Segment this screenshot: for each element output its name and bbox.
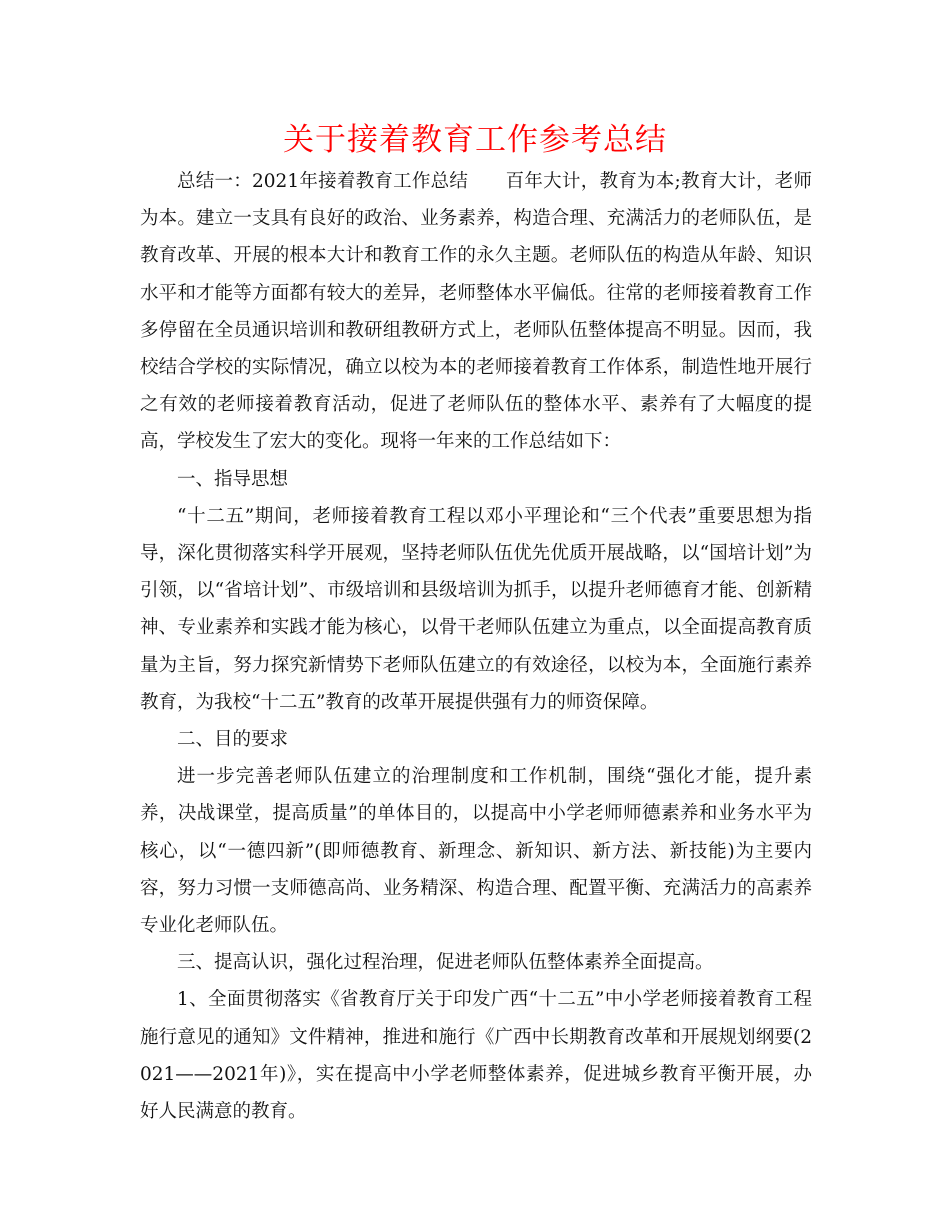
document-body <box>140 163 812 1130</box>
paragraph-intro: 总结一：2021年接着教育工作总结 百年大计，教育为本;教育大计，老师为本。建立一支具有良好的政治、业务素养，构造合理、充满活力的老师队伍，是教育改革、开展的根本大计和教育工作的永久主题。老师队伍的构造从年龄、知识水平和才能等方面都有较大的差异，老师整体水平偏低。往常的老师接着教育工作多停留在全员通识培训和教研组教研方式上，老师队伍整体提高不明显。因而，我校结合学校的实际情况，确立以校为本的老师接着教育工作体系，制造性地开展行之有效的老师接着教育活动，促进了老师队伍的整体水平、素养有了大幅度的提高，学校发生了宏大的变化。现将一年来的工作总结如下： <box>140 171 812 453</box>
document-title: 关于接着教育工作参考总结 <box>283 122 667 158</box>
section-heading-goals: 二、目的要求 <box>177 729 289 751</box>
paragraph-goals: 进一步完善老师队伍建立的治理制度和工作机制，围绕“强化才能，提升素养，决战课堂，提高质量”的单体目的，以提高中小学老师师德素养和业务水平为核心，以“一德四新”(即师德教育、新理念、新知识、新方法、新技能)为主要内容，努力习惯一支师德高尚、业务精深、构造合理、配置平衡、充满活力的高素养专业化老师队伍。 <box>140 766 812 937</box>
section-heading-awareness: 三、提高认识，强化过程治理，促进老师队伍整体素养全面提高。 <box>177 952 714 974</box>
section-heading-guiding-ideology: 一、指导思想 <box>177 468 289 490</box>
paragraph-item-1: 1、全面贯彻落实《省教育厅关于印发广西“十二五”中小学老师接着教育工程施行意见的通知》文件精神，推进和施行《广西中长期教育改革和开展规划纲要(2021——2021年)》，实在提高中小学老师整体素养，促进城乡教育平衡开展，办好人民满意的教育。 <box>140 989 812 1123</box>
paragraph-guiding-ideology: “十二五”期间，老师接着教育工程以邓小平理论和“三个代表”重要思想为指导，深化贯彻落实科学开展观，坚持老师队伍优先优质开展战略，以“国培计划”为引领，以“省培计划”、市级培训和县级培训为抓手，以提升老师德育才能、创新精神、专业素养和实践才能为核心，以骨干老师队伍建立为重点，以全面提高教育质量为主旨，努力探究新情势下老师队伍建立的有效途径，以校为本，全面施行素养教育，为我校“十二五”教育的改革开展提供强有力的师资保障。 <box>140 505 812 713</box>
